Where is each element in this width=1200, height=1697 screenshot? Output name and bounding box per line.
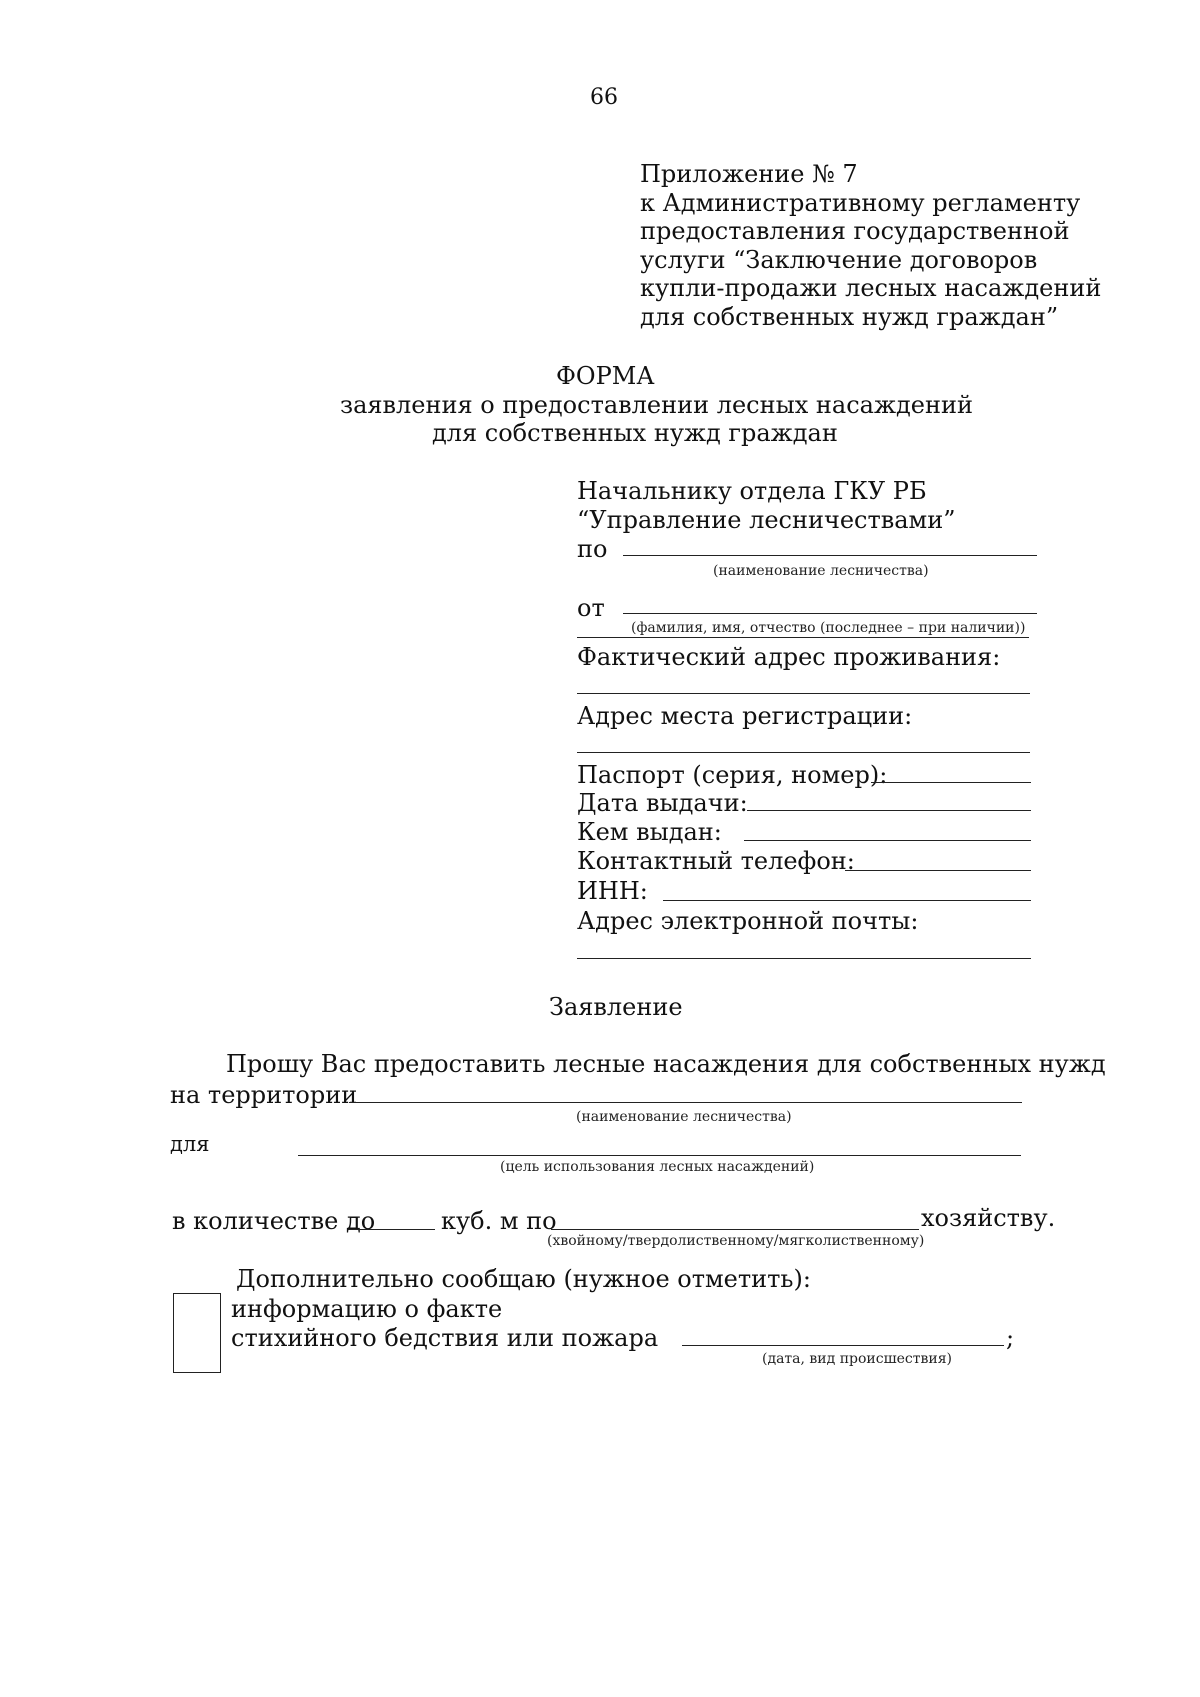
issue-date-field[interactable]	[747, 810, 1031, 811]
registration-address-field[interactable]	[577, 752, 1030, 753]
registration-address-label: Адрес места регистрации:	[577, 702, 913, 730]
issued-by-label: Кем выдан:	[577, 818, 722, 846]
appendix-line-2: к Административному регламенту	[640, 189, 1081, 217]
purpose-field[interactable]	[298, 1155, 1021, 1156]
form-subtitle-line-2: для собственных нужд граждан	[432, 419, 838, 447]
appendix-line-4: услуги “Заключение договоров	[640, 246, 1038, 274]
option-line-2: стихийного бедствия или пожара	[231, 1324, 659, 1352]
request-line: Прошу Вас предоставить лесные насаждения для собственных нужд	[226, 1050, 1106, 1078]
po-caption: (наименование лесничества)	[713, 563, 929, 579]
farm-caption: (хвойному/твердолиственному/мягколиственному)	[547, 1233, 925, 1249]
inn-field[interactable]	[663, 900, 1031, 901]
statement-heading: Заявление	[549, 993, 683, 1021]
addressee-line-1: Начальнику отдела ГКУ РБ	[577, 477, 927, 505]
quantity-label: в количестве до	[172, 1207, 376, 1235]
applicant-name-field[interactable]	[623, 613, 1037, 614]
page-number: 66	[590, 85, 618, 110]
actual-address-label: Фактический адрес проживания:	[577, 643, 1001, 671]
incident-field[interactable]	[682, 1345, 1004, 1346]
option-end: ;	[1006, 1324, 1015, 1352]
addressee-line-2: “Управление лесничествами”	[577, 506, 956, 534]
quantity-field[interactable]	[348, 1229, 435, 1230]
purpose-label: для	[170, 1132, 210, 1156]
option-line-1: информацию о факте	[231, 1295, 503, 1323]
inn-label: ИНН:	[577, 877, 648, 905]
unit-label: куб. м по	[441, 1207, 557, 1235]
territory-caption: (наименование лесничества)	[576, 1109, 792, 1125]
option-caption: (дата, вид происшествия)	[762, 1351, 952, 1367]
disaster-info-checkbox[interactable]	[173, 1293, 221, 1373]
applicant-name-field-underline	[577, 637, 1029, 638]
farm-type-field[interactable]	[551, 1229, 919, 1230]
appendix-line-3: предоставления государственной	[640, 217, 1070, 245]
phone-field[interactable]	[845, 870, 1031, 871]
form-heading: ФОРМА	[556, 362, 655, 390]
issued-by-field[interactable]	[744, 840, 1031, 841]
territory-field[interactable]	[349, 1102, 1022, 1103]
actual-address-field[interactable]	[577, 693, 1030, 694]
territory-label: на территории	[170, 1081, 358, 1109]
po-label: по	[577, 535, 608, 563]
appendix-line-5: купли-продажи лесных насаждений	[640, 274, 1102, 302]
ot-label: от	[577, 594, 605, 622]
passport-field[interactable]	[871, 782, 1031, 783]
farm-label: хозяйству.	[921, 1204, 1056, 1232]
appendix-line-1: Приложение № 7	[640, 160, 858, 188]
forestry-name-field[interactable]	[623, 555, 1037, 556]
additional-label: Дополнительно сообщаю (нужное отметить):	[236, 1265, 811, 1293]
purpose-caption: (цель использования лесных насаждений)	[500, 1159, 815, 1175]
appendix-line-6: для собственных нужд граждан”	[640, 303, 1059, 331]
form-subtitle-line-1: заявления о предоставлении лесных насаждений	[340, 391, 973, 419]
email-field[interactable]	[577, 958, 1031, 959]
passport-label: Паспорт (серия, номер):	[577, 761, 888, 789]
phone-label: Контактный телефон:	[577, 847, 855, 875]
email-label: Адрес электронной почты:	[577, 907, 919, 935]
ot-caption: (фамилия, имя, отчество (последнее – при наличии))	[631, 620, 1026, 636]
issue-date-label: Дата выдачи:	[577, 789, 748, 817]
